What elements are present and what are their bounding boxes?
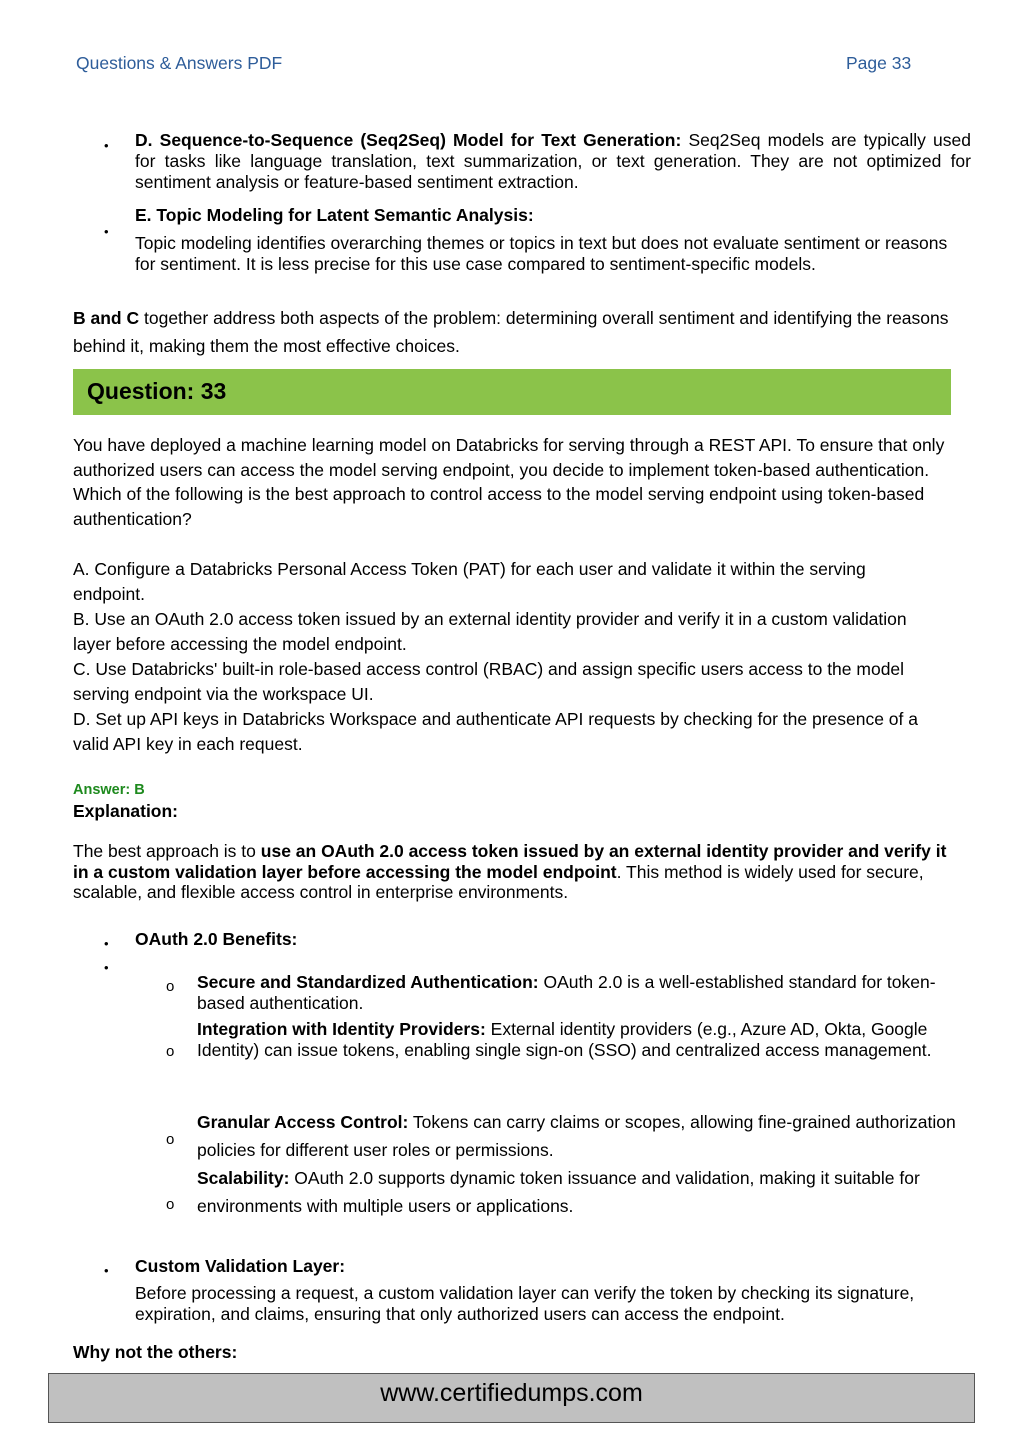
bullet: • <box>104 936 109 951</box>
prev-option-d <box>135 130 971 193</box>
benefit-item-4-text: OAuth 2.0 supports dynamic token issuance and validation, making it suitable for environments with multiple users or applications. <box>197 1168 920 1216</box>
question-options <box>73 557 933 757</box>
question-title: Question: 33 <box>87 378 227 404</box>
option-c: C. Use Databricks' built-in role-based access control (RBAC) and assign specific users access to the model serving endpoint via the workspace UI. <box>73 659 905 704</box>
sub-bullet: o <box>166 1043 175 1060</box>
prev-option-d-title: D. Sequence-to-Sequence (Seq2Seq) Model for Text Generation: <box>135 130 682 150</box>
prev-conclusion-bold: B and C <box>73 308 140 328</box>
benefit-item-4-bold: Scalability: <box>197 1168 290 1188</box>
bullet: • <box>104 138 109 153</box>
explanation-paragraph <box>73 841 963 903</box>
explanation-bold: use an OAuth 2.0 access token issued by an external identity provider and verify it in a custom validation layer before accessing the model endpoint <box>73 841 947 882</box>
explanation-intro: The best approach is to <box>73 841 256 861</box>
bullet: • <box>104 224 109 239</box>
answer-label: Answer: B <box>73 782 145 798</box>
prev-option-e-title: E. Topic Modeling for Latent Semantic Analysis: <box>135 205 534 225</box>
prev-conclusion-text: together address both aspects of the problem: determining overall sentiment and identifying the reasons behind it, making them the most effective choices. <box>73 308 949 356</box>
explanation-tail: . This method is widely used for secure, scalable, and flexible access control in enterprise environments. <box>73 861 924 902</box>
benefit-item-2-text: External identity providers (e.g., Azure AD, Okta, Google Identity) can issue tokens, enabling single sign-on (SSO) and centralized access management. <box>197 1019 932 1060</box>
benefit-item-3-text: Tokens can carry claims or scopes, allowing fine-grained authorization policies for different user roles or permissions. <box>197 1112 956 1160</box>
validation-text: Before processing a request, a custom validation layer can verify the token by checking its signature, expiration, and claims, ensuring that only authorized users can access the endpoint. <box>135 1283 915 1324</box>
benefit-item-1-bold: Secure and Standardized Authentication: <box>197 972 539 992</box>
header-title: Questions & Answers PDF <box>76 53 283 73</box>
sub-bullet: o <box>166 978 175 995</box>
prev-option-e-text: Topic modeling identifies overarching themes or topics in text but does not evaluate sentiment or reasons for sentiment. It is less precise for this use case compared to sentiment-specific models. <box>135 233 948 274</box>
footer-link[interactable]: www.certifiedumps.com <box>380 1379 643 1407</box>
benefit-item-4 <box>197 1164 967 1220</box>
option-b: B. Use an OAuth 2.0 access token issued by an external identity provider and verify it in a custom validation layer before accessing the model endpoint. <box>73 609 907 654</box>
sub-bullet: o <box>166 1131 175 1148</box>
why-not-heading: Why not the others: <box>73 1342 238 1362</box>
option-d: D. Set up API keys in Databricks Workspace and authenticate API requests by checking for the presence of a valid API key in each request. <box>73 709 918 754</box>
bullet: • <box>104 1263 109 1278</box>
benefit-item-1-text: OAuth 2.0 is a well-established standard for token-based authentication. <box>197 972 936 1013</box>
question-header-bar <box>73 369 951 415</box>
sub-bullet: o <box>166 1196 175 1213</box>
prev-option-e <box>135 205 971 226</box>
benefit-item-3 <box>197 1108 967 1164</box>
prev-option-d-text: Seq2Seq models are typically used for tasks like language translation, text summarization, or text generation. They are not optimized for sentiment analysis or feature-based sentiment extraction. <box>135 130 971 192</box>
footer-banner <box>48 1373 975 1423</box>
bullet: • <box>104 960 109 975</box>
benefit-item-1 <box>197 972 967 1014</box>
validation-title: Custom Validation Layer: <box>135 1256 346 1276</box>
benefits-title: OAuth 2.0 Benefits: <box>135 929 298 949</box>
explanation-label: Explanation: <box>73 801 179 821</box>
benefit-item-3-bold: Granular Access Control: <box>197 1112 409 1132</box>
prev-conclusion <box>73 304 963 360</box>
option-a: A. Configure a Databricks Personal Access Token (PAT) for each user and validate it within the serving endpoint. <box>73 559 866 604</box>
benefit-item-2 <box>197 1019 967 1061</box>
benefit-item-2-bold: Integration with Identity Providers: <box>197 1019 486 1039</box>
page-number: Page 33 <box>846 53 912 73</box>
question-text: You have deployed a machine learning model on Databricks for serving through a REST API. To ensure that only authorized users can access the model serving endpoint, you decide to implement token-based authentication. Which of the following is the best approach to control access to the model serving endpoint using token-based authentication? <box>73 435 945 529</box>
